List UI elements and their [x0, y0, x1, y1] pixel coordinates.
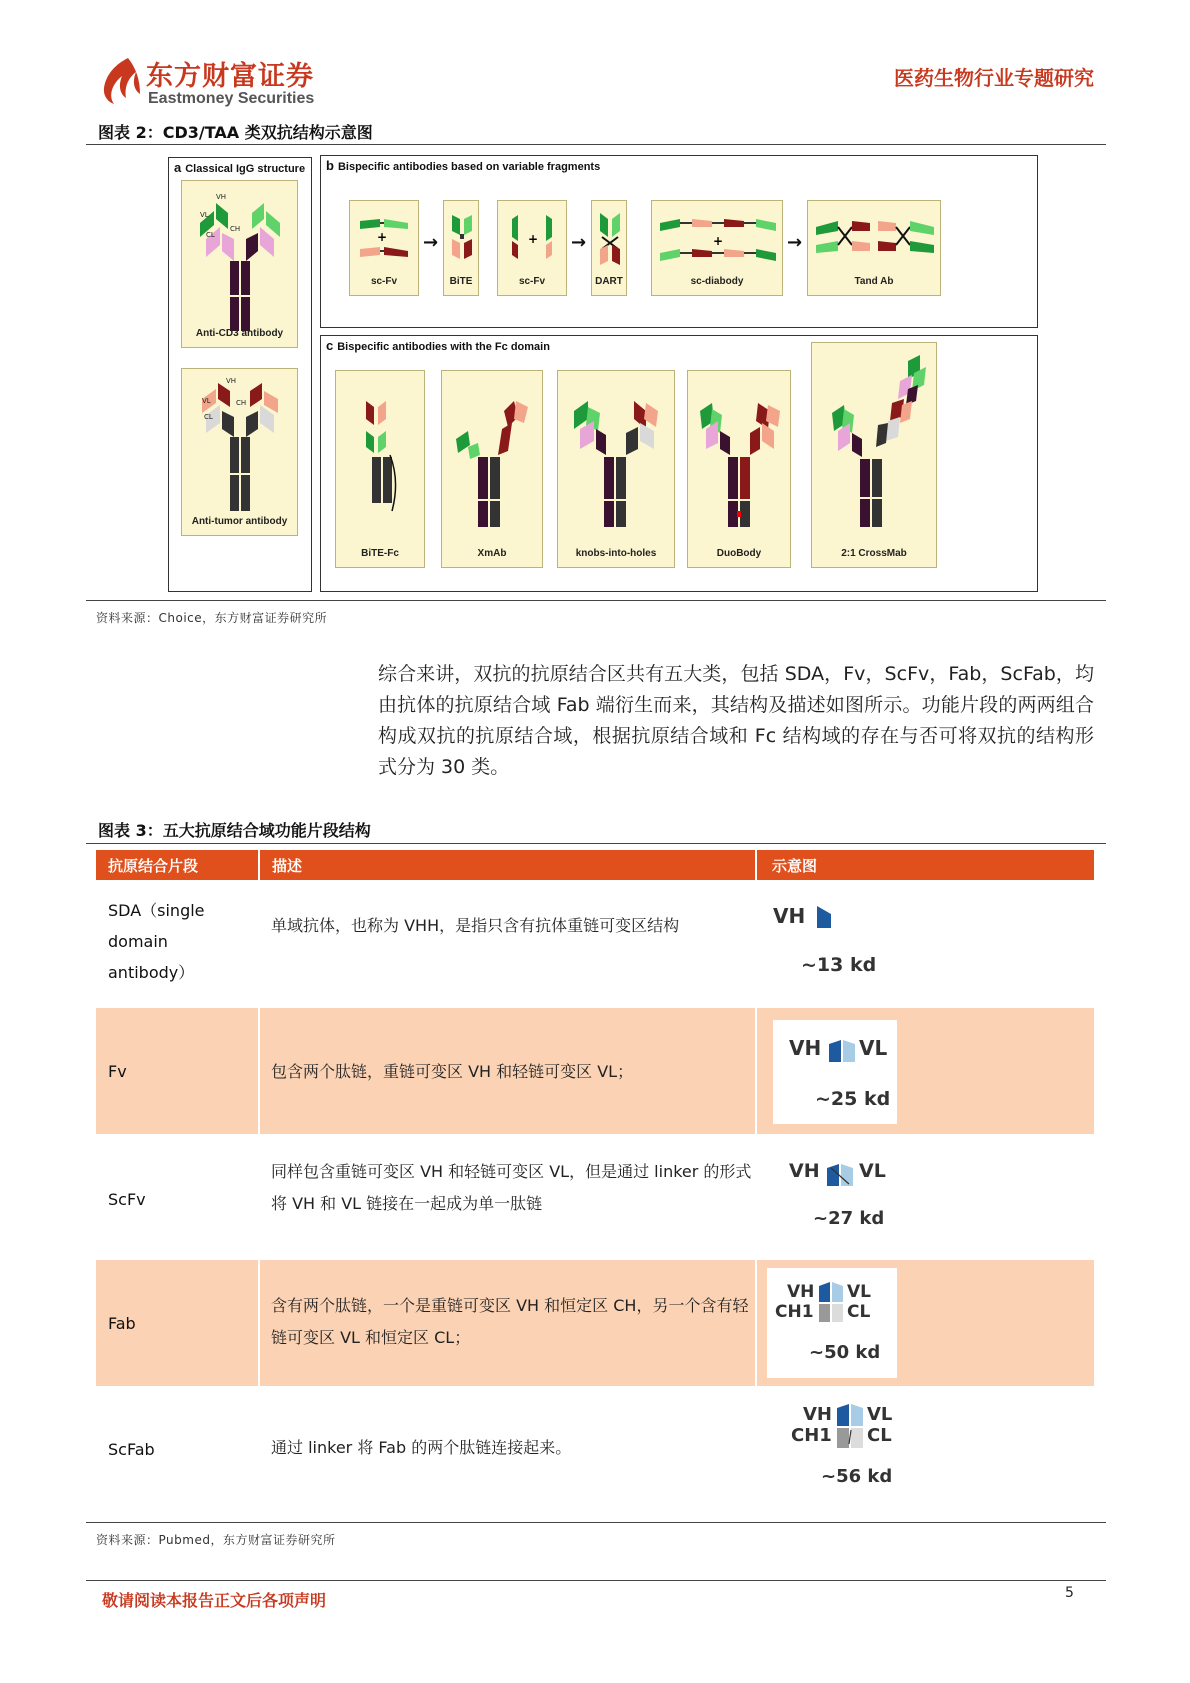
fragment-name: Fv: [108, 1062, 127, 1081]
label-ch: CH: [230, 225, 241, 233]
table-header: [96, 850, 1094, 880]
panel-c-title-text: Bispecific antibodies with the Fc domain: [337, 341, 550, 353]
vl-label: VL: [859, 1036, 888, 1060]
card-label: Anti-CD3 antibody: [195, 328, 284, 339]
fragment-description: 单域抗体，也称为 VHH，是指只含有抗体重链可变区结构: [271, 916, 680, 935]
svg-text:+: +: [712, 234, 724, 248]
card-label: sc-Fv: [370, 276, 398, 287]
scfab-diagram: [781, 1394, 911, 1504]
fragment-name-line: antibody）: [108, 963, 195, 982]
card-label: BiTE-Fc: [361, 548, 399, 559]
molecular-weight: ~27 kd: [813, 1208, 885, 1229]
scfv-domain-icon: [827, 1164, 853, 1186]
fragment-name: [108, 895, 205, 988]
vl-label: VL: [847, 1282, 871, 1302]
bite-fc-icon: [336, 371, 426, 569]
card-label: sc-Fv: [518, 276, 546, 287]
header-diagram: 示意图: [772, 857, 818, 875]
knobs-into-holes-icon: [558, 371, 676, 569]
card-xmab: [441, 370, 543, 568]
arrow-right-icon: →: [787, 232, 803, 253]
fragment-name-line: SDA（single: [108, 901, 205, 920]
label-vl: VL: [200, 211, 209, 219]
label-cl: CL: [206, 231, 215, 239]
molecular-weight: ~50 kd: [809, 1342, 881, 1363]
figure2-source: 资料来源：Choice，东方财富证券研究所: [96, 611, 328, 625]
footer-divider: [86, 1580, 1106, 1581]
card-label: DuoBody: [716, 548, 762, 559]
arrow-right-icon: →: [571, 232, 587, 253]
card-dart: [591, 200, 627, 296]
svg-text:+: +: [376, 230, 388, 244]
header-description: 描述: [272, 857, 303, 875]
panel-c-title: [326, 338, 550, 353]
scfab-domain-icon: [837, 1404, 863, 1448]
card-crossmab: [811, 342, 937, 568]
molecular-weight: ~25 kd: [815, 1088, 891, 1110]
card-label: XmAb: [477, 548, 507, 559]
vh-label: VH: [787, 1282, 815, 1302]
ch1-label: CH1: [791, 1425, 832, 1446]
label-cl: CL: [204, 413, 213, 421]
header-fragment: 抗原结合片段: [108, 857, 199, 875]
fragment-description: 通过 linker 将 Fab 的两个肽链连接起来。: [271, 1438, 572, 1457]
fab-domain-icon: [819, 1282, 843, 1322]
table-row-sda: [96, 882, 1094, 1008]
vh-label: VH: [789, 1160, 820, 1182]
card-label: DART: [595, 276, 623, 287]
fragment-name: ScFv: [108, 1190, 146, 1209]
label-ch: CH: [236, 399, 247, 407]
body-paragraph: 综合来讲，双抗的抗原结合区共有五大类，包括 SDA，Fv，ScFv，Fab，ScFab，均由抗体的抗原结合域 Fab 端衍生而来，其结构及描述如图所示。功能片段的两两组合构成双抗的抗原结合域，根据抗原结合域和 Fc 结构域的存在与否可将双抗的结构形式分为 30 类。: [378, 663, 1094, 778]
molecular-weight: ~56 kd: [821, 1466, 893, 1487]
card-label: BiTE: [449, 276, 473, 287]
table-row-scfv: [96, 1134, 1094, 1260]
vl-label: VL: [859, 1160, 886, 1182]
figure3-source: 资料来源：Pubmed，东方财富证券研究所: [96, 1533, 336, 1547]
fragment-name: ScFab: [108, 1440, 155, 1459]
table-row-scfab: [96, 1386, 1094, 1512]
figure3-caption: 图表 3：五大抗原结合域功能片段结构: [98, 821, 371, 840]
fv-diagram: [773, 1020, 897, 1124]
anti-cd3-igg-icon: [182, 181, 299, 349]
panel-b-letter: b: [326, 158, 334, 173]
xmab-icon: [442, 371, 544, 569]
divider: [86, 600, 1106, 601]
card-knobs-into-holes: [557, 370, 675, 568]
figure2-diagram: [168, 157, 1038, 592]
eastmoney-logo-icon: [98, 56, 142, 106]
sda-diagram: [761, 892, 901, 992]
label-vl: VL: [202, 397, 211, 405]
disclaimer-link: 敬请阅读本报告正文后各项声明: [102, 1591, 327, 1610]
divider: [86, 843, 1106, 844]
vh-label: VH: [789, 1036, 822, 1060]
card-duobody: [687, 370, 791, 568]
vl-label: VL: [867, 1404, 893, 1425]
scfv-diagram: [773, 1144, 897, 1244]
panel-c-letter: c: [326, 338, 334, 353]
molecular-weight: ~13 kd: [801, 954, 877, 976]
panel-a-letter: a: [174, 160, 182, 175]
fab-diagram: [767, 1268, 897, 1378]
table-row-fab: [96, 1260, 1094, 1386]
card-bite: [443, 200, 479, 296]
fragment-description: 含有两个肽链，一个是重链可变区 VH 和恒定区 CH，另一个含有轻链可变区 VL 和恒定区 CL；: [271, 1296, 749, 1347]
label-vh: VH: [216, 193, 227, 201]
fragment-description: 同样包含重链可变区 VH 和轻链可变区 VL，但是通过 linker 的形式将 VH 和 VL 链接在一起成为单一肽链: [271, 1162, 752, 1213]
cl-label: CL: [847, 1302, 871, 1322]
fragment-description: 包含两个肽链，重链可变区 VH 和轻链可变区 VL；: [271, 1062, 634, 1081]
vh-vl-domain-icon: [829, 1040, 855, 1062]
card-anti-tumor: [181, 368, 298, 536]
card-scfv-2: [497, 200, 567, 296]
card-sc-diabody: [651, 200, 783, 296]
card-label: 2:1 CrossMab: [841, 548, 907, 559]
panel-a-title: [174, 160, 305, 175]
duobody-icon: [688, 371, 792, 569]
card-label: knobs-into-holes: [575, 548, 657, 559]
fragment-name-line: domain: [108, 932, 168, 951]
ch1-label: CH1: [775, 1302, 814, 1322]
column-divider: [755, 850, 757, 1512]
page-header: [98, 50, 1094, 112]
panel-b: [320, 155, 1038, 328]
crossmab-icon: [812, 343, 938, 569]
page-number: 5: [1065, 1585, 1074, 1601]
panel-b-title: [326, 158, 600, 173]
label-vh: VH: [226, 377, 237, 385]
card-bite-fc: [335, 370, 425, 568]
divider: [86, 1522, 1106, 1523]
vh-label: VH: [803, 1404, 832, 1425]
arrow-right-icon: →: [423, 232, 439, 253]
card-label: Tand Ab: [854, 276, 894, 287]
card-scfv: [349, 200, 419, 296]
anti-tumor-igg-icon: [182, 369, 299, 537]
panel-b-title-text: Bispecific antibodies based on variable fragments: [337, 161, 601, 173]
divider: [86, 144, 1106, 145]
card-tand-ab: [807, 200, 941, 296]
cl-label: CL: [867, 1425, 892, 1446]
panel-a: [168, 157, 312, 592]
card-label: sc-diabody: [690, 276, 744, 287]
logo-english-name: Eastmoney Securities: [148, 90, 315, 107]
column-divider: [258, 850, 260, 1512]
vh-label: VH: [773, 904, 806, 928]
table-row-fv: [96, 1008, 1094, 1134]
card-label: Anti-tumor antibody: [191, 516, 288, 527]
figure2-caption: 图表 2：CD3/TAA 类双抗结构示意图: [98, 123, 373, 142]
vh-domain-icon: [817, 906, 831, 928]
card-anti-cd3: [181, 180, 298, 348]
fragment-name: Fab: [108, 1314, 136, 1333]
svg-text:+: +: [527, 232, 539, 246]
report-type: 医药生物行业专题研究: [894, 66, 1094, 90]
panel-c: [320, 335, 1038, 592]
panel-a-title-text: Classical IgG structure: [185, 163, 306, 175]
logo-chinese-name: 东方财富证券: [146, 61, 314, 92]
